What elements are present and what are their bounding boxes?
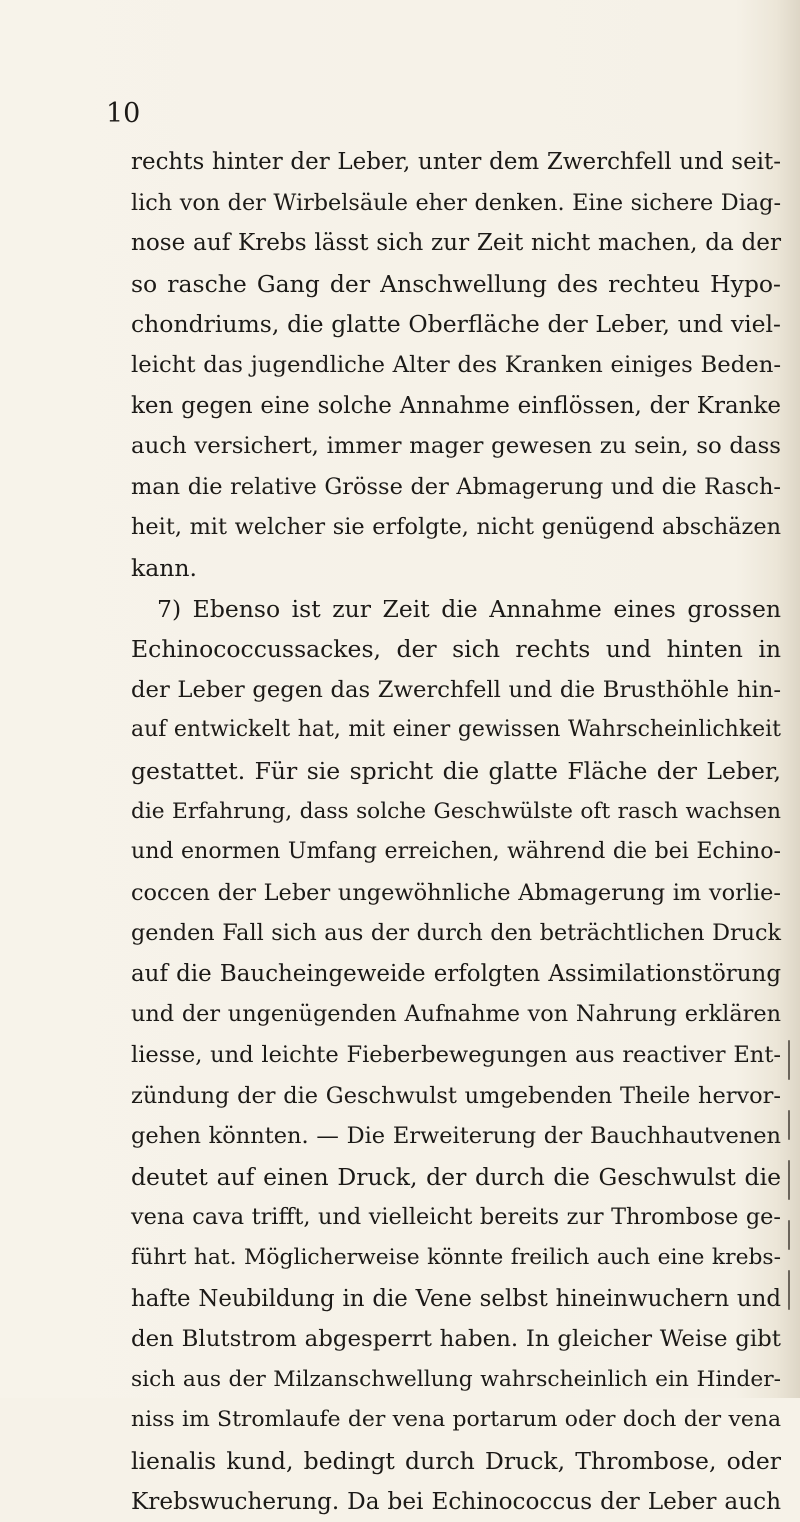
text-line: 7) Ebenso ist zur Zeit die Annahme eines grossen xyxy=(157,594,781,623)
text-line: leicht das jugendliche Alter des Kranken einiges Beden- xyxy=(131,351,781,378)
text-line: coccen der Leber ungewöhnliche Abmagerung im vorlie- xyxy=(131,879,781,906)
text-line: vena cava trifft, und vielleicht bereits zur Thrombose ge- xyxy=(131,1204,781,1231)
text-line: kann. xyxy=(131,553,197,582)
text-line: gestattet. Für sie spricht die glatte Fläche der Leber, xyxy=(131,756,781,785)
page-edge-marks xyxy=(780,1040,790,1340)
text-line: lich von der Wirbelsäule eher denken. Eine sichere Diag- xyxy=(131,189,781,216)
text-line: gehen könnten. — Die Erweiterung der Bauchhautvenen xyxy=(131,1123,781,1150)
text-line: heit, mit welcher sie erfolgte, nicht genügend abschäzen xyxy=(131,514,781,541)
text-line: zündung der die Geschwulst umgebenden Theile hervor- xyxy=(131,1082,781,1109)
text-line: rechts hinter der Leber, unter dem Zwerchfell und seit- xyxy=(131,149,781,175)
text-line: und der ungenügenden Aufnahme von Nahrung erklären xyxy=(131,1001,781,1028)
text-line: nose auf Krebs lässt sich zur Zeit nicht machen, da der xyxy=(131,230,781,257)
text-line: auf entwickelt hat, mit einer gewissen Wahrscheinlichkeit xyxy=(131,717,781,743)
text-line: die Erfahrung, dass solche Geschwülste oft rasch wachsen xyxy=(131,798,781,824)
text-line: chondriums, die glatte Oberfläche der Leber, und viel- xyxy=(131,310,781,339)
text-line: Echinococcussackes, der sich rechts und hinten in xyxy=(131,635,781,664)
text-line: und enormen Umfang erreichen, während die bei Echino- xyxy=(131,839,781,865)
text-line: der Leber gegen das Zwerchfell und die Brusthöhle hin- xyxy=(131,676,781,703)
text-line: auch versichert, immer mager gewesen zu sein, so dass xyxy=(131,433,781,460)
body-text xyxy=(131,142,781,1522)
text-line: genden Fall sich aus der durch den beträchtlichen Druck xyxy=(131,920,781,947)
text-line: Krebswucherung. Da bei Echinococcus der Leber auch xyxy=(131,1487,781,1515)
text-line: niss im Stromlaufe der vena portarum oder doch der vena xyxy=(131,1407,781,1433)
text-line: führt hat. Möglicherweise könnte freilich auch eine krebs- xyxy=(131,1245,781,1271)
text-line: man die relative Grösse der Abmagerung und die Rasch- xyxy=(131,473,781,500)
text-line: lienalis kund, bedingt durch Druck, Thrombose, oder xyxy=(131,1447,781,1475)
text-line: hafte Neubildung in die Vene selbst hineinwuchern und xyxy=(131,1285,781,1312)
text-line: so rasche Gang der Anschwellung des rechteu Hypo- xyxy=(131,269,781,298)
text-line: liesse, und leichte Fieberbewegungen aus reactiver Ent- xyxy=(131,1042,781,1069)
text-line: deutet auf einen Druck, der durch die Geschwulst die xyxy=(131,1162,781,1191)
text-line: ken gegen eine solche Annahme einflössen, der Kranke xyxy=(131,392,781,419)
text-line: sich aus der Milzanschwellung wahrscheinlich ein Hinder- xyxy=(131,1366,781,1392)
text-line: den Blutstrom abgesperrt haben. In gleicher Weise gibt xyxy=(131,1326,781,1353)
page-number: 10 xyxy=(106,98,141,129)
text-line: auf die Baucheingeweide erfolgten Assimilationstörung xyxy=(131,960,781,987)
